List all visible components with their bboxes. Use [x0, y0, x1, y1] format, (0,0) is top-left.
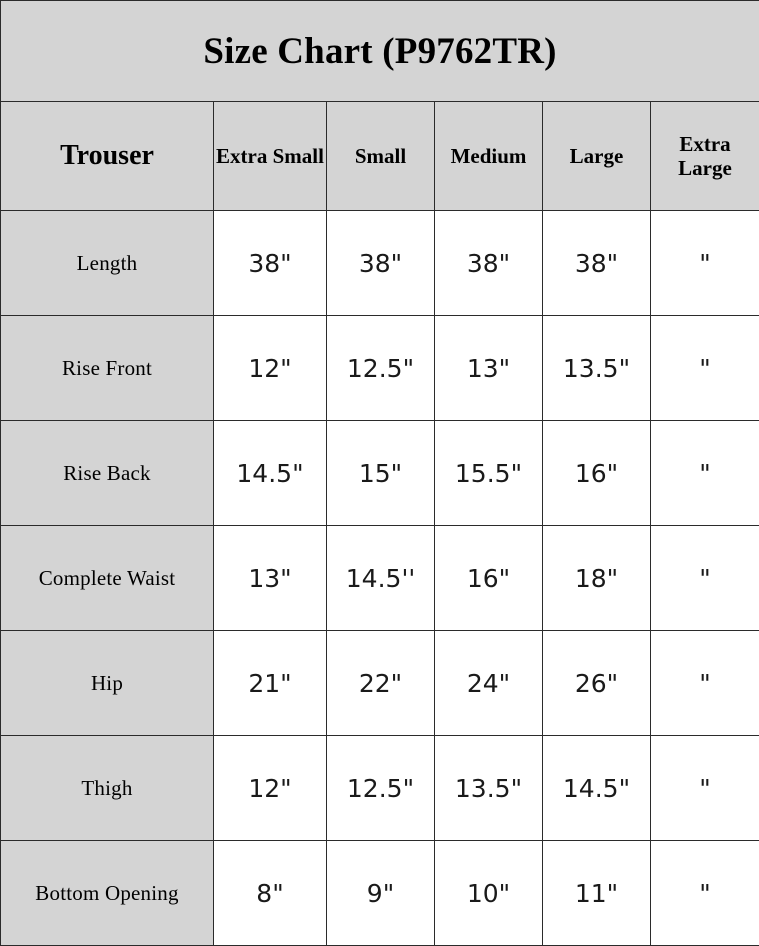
- cell-rise-back-small: 15": [327, 421, 435, 526]
- row-label-length: Length: [1, 211, 214, 316]
- cell-complete-waist-extra-large: ": [651, 526, 759, 631]
- table-row: [1, 841, 759, 946]
- cell-thigh-extra-large: ": [651, 736, 759, 841]
- cell-bottom-opening-extra-large: ": [651, 841, 759, 946]
- column-header-extra-small: Extra Small: [214, 102, 327, 211]
- cell-rise-back-large: 16": [543, 421, 651, 526]
- row-label-complete-waist: Complete Waist: [1, 526, 214, 631]
- cell-thigh-large: 14.5": [543, 736, 651, 841]
- row-label-rise-back: Rise Back: [1, 421, 214, 526]
- chart-title: Size Chart (P9762TR): [1, 1, 759, 102]
- cell-complete-waist-medium: 16": [435, 526, 543, 631]
- cell-length-extra-small: 38": [214, 211, 327, 316]
- cell-rise-back-medium: 15.5": [435, 421, 543, 526]
- cell-length-medium: 38": [435, 211, 543, 316]
- cell-hip-medium: 24": [435, 631, 543, 736]
- cell-rise-front-extra-large: ": [651, 316, 759, 421]
- row-label-thigh: Thigh: [1, 736, 214, 841]
- column-header-extra-large: Extra Large: [651, 102, 759, 211]
- table-row: [1, 316, 759, 421]
- cell-hip-extra-small: 21": [214, 631, 327, 736]
- table-row: [1, 631, 759, 736]
- table-row: [1, 526, 759, 631]
- row-label-bottom-opening: Bottom Opening: [1, 841, 214, 946]
- cell-length-extra-large: ": [651, 211, 759, 316]
- table-row: [1, 736, 759, 841]
- column-header-medium: Medium: [435, 102, 543, 211]
- cell-rise-back-extra-small: 14.5": [214, 421, 327, 526]
- row-label-hip: Hip: [1, 631, 214, 736]
- cell-thigh-medium: 13.5": [435, 736, 543, 841]
- cell-bottom-opening-small: 9": [327, 841, 435, 946]
- cell-complete-waist-extra-small: 13": [214, 526, 327, 631]
- column-header-large: Large: [543, 102, 651, 211]
- cell-length-large: 38": [543, 211, 651, 316]
- cell-rise-front-small: 12.5": [327, 316, 435, 421]
- cell-rise-front-extra-small: 12": [214, 316, 327, 421]
- cell-rise-front-large: 13.5": [543, 316, 651, 421]
- cell-length-small: 38": [327, 211, 435, 316]
- cell-rise-back-extra-large: ": [651, 421, 759, 526]
- cell-thigh-extra-small: 12": [214, 736, 327, 841]
- table-row: [1, 421, 759, 526]
- title-row: [1, 1, 759, 102]
- garment-type-label: Trouser: [1, 102, 214, 211]
- cell-hip-large: 26": [543, 631, 651, 736]
- cell-complete-waist-small: 14.5'': [327, 526, 435, 631]
- cell-hip-small: 22": [327, 631, 435, 736]
- cell-thigh-small: 12.5": [327, 736, 435, 841]
- cell-bottom-opening-medium: 10": [435, 841, 543, 946]
- row-label-rise-front: Rise Front: [1, 316, 214, 421]
- header-row: [1, 102, 759, 211]
- cell-bottom-opening-large: 11": [543, 841, 651, 946]
- cell-bottom-opening-extra-small: 8": [214, 841, 327, 946]
- column-header-small: Small: [327, 102, 435, 211]
- cell-complete-waist-large: 18": [543, 526, 651, 631]
- table-row: [1, 211, 759, 316]
- cell-rise-front-medium: 13": [435, 316, 543, 421]
- cell-hip-extra-large: ": [651, 631, 759, 736]
